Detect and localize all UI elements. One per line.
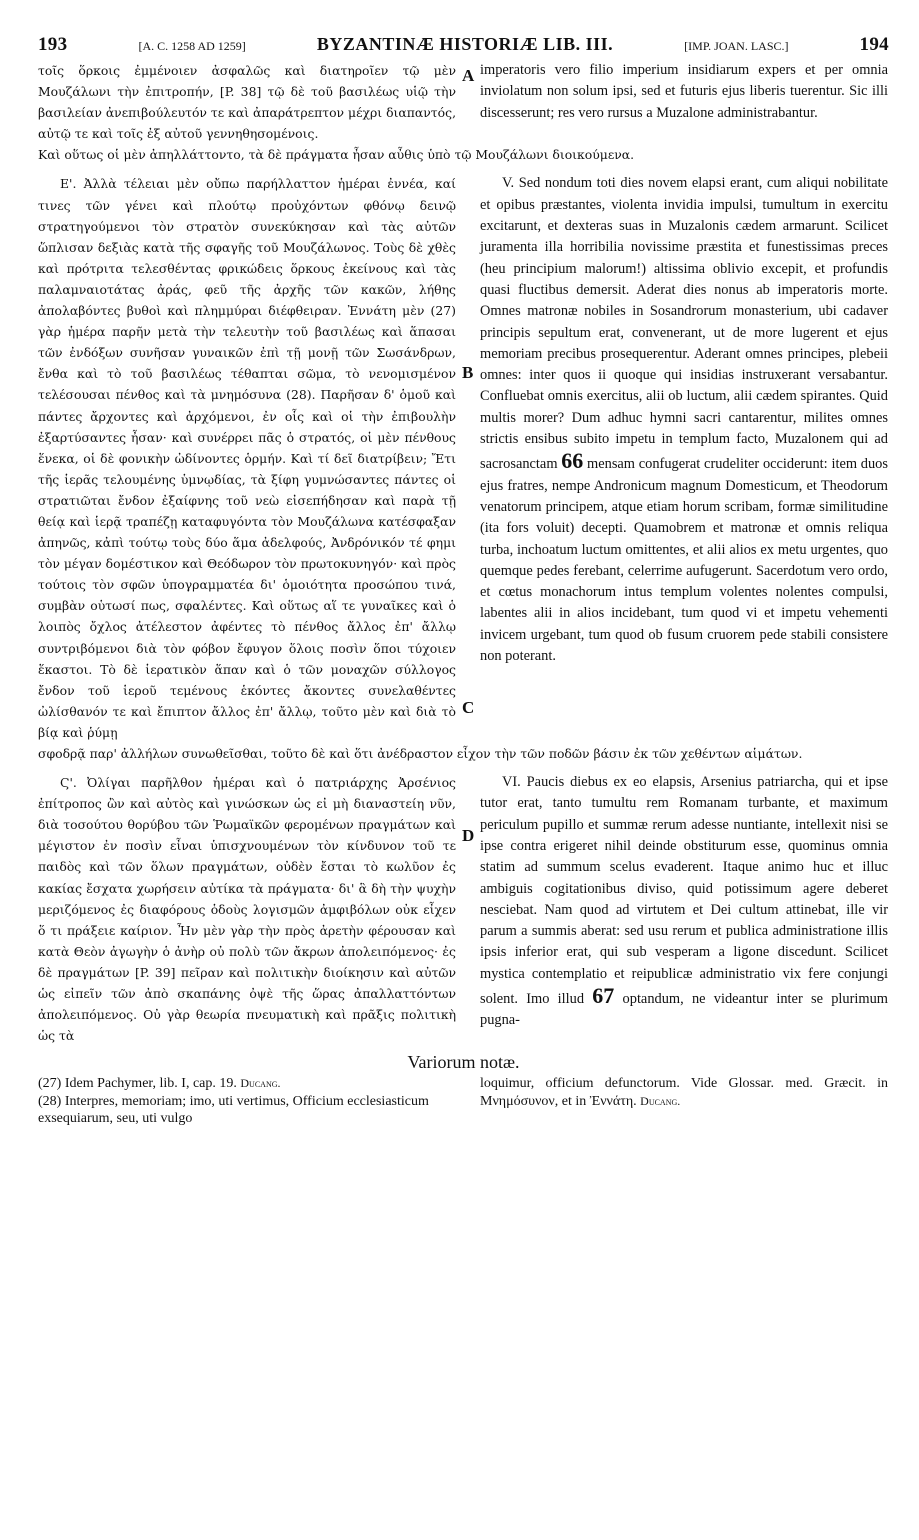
- latin-column: [480, 173, 888, 743]
- page-number-right: 194: [859, 34, 889, 55]
- latin-paragraph: imperatoris vero filio imperium insidiarum expers et per omnia inviolatum non solum ipsi, sed et futuris ejus liberis tuerentur. Sic illi discesserunt; res vero rursus a Muzalone administrabantur.: [480, 62, 888, 121]
- date-range: [A. C. 1258 AD 1259]: [138, 39, 246, 53]
- section-vi: [38, 772, 889, 1046]
- page-mark-66: 66: [561, 448, 584, 474]
- footnotes-right: [480, 1075, 888, 1128]
- section-v: [38, 173, 889, 743]
- greek-paragraph: Ϛ'. Ὀλίγαι παρῆλθον ἡμέραι καὶ ὁ πατριάρχης Ἀρσένιος ἐπίτροπος ὢν καὶ αὐτὸς καὶ γινώσκων ὡς εἰ μὴ διαναστείη νῦν, διὰ τοσούτου θορύβου τῶν Ῥωμαϊκῶν φερομένων πραγμάτων καὶ μέγιστον ἐν ποσὶν εἶναι ὑπισχνουμένων τὸν κίνδυνον τοῦ τε παιδὸς καὶ τῶν ὅλων πραγμάτων, οὐδὲν ἔσται τὸ κωλῦον ἐς κακίας ἔσχατα χωρήσειν αὐτίκα τὰ πράγματα· δι' ἃ δὴ τὴν ψυχὴν μεριζόμενος ἐς διαφόρους ὁδοὺς λογισμῶν ἀμφιβόλων οὐκ εἶχεν ὅ τι πράξειε καίριον. Ἦν μὲν γὰρ τὴν πρὸς ἀρετὴν φέρουσαν καὶ κατὰ Θεὸν ἀγωγὴν ὁ ἀνὴρ οὐ πολὺ τῶν ἄκρων ἀπολειπόμενος· ἐς δὲ πραγμάτων [P. 39] πεῖραν καὶ πολιτικὴν διοίκησιν καὶ αὐτῶν ὡς εἰπεῖν τῶν ἀπὸ σκαπάνης ὀψὲ τῆς ὥρας ἀπαλλαττόντων ἀπολειπόμενος. Οὐ γὰρ θεωρία πνευματικὴ καὶ πρᾶξις πολιτικὴ ὡς τὰ: [38, 775, 456, 1044]
- running-title: BYZANTINÆ HISTORIÆ LIB. III.: [316, 34, 614, 54]
- greek-paragraph: τοῖς ὅρκοις ἐμμένοιεν ἀσφαλῶς καὶ διατηροῖεν τῷ μὲν Μουζάλωνι τὴν ἐπιτροπήν, [P. 38] τῷ δὲ τοῦ βασιλέως υἱῷ τὴν βασιλείαν ἀνεπιβούλευτόν τε καὶ ἀπαράτρεπτον μέχρι διαπαντός, αὐτῷ τε καὶ τοῖς ἐξ αὐτοῦ γεννηθησομένοις.: [38, 63, 457, 142]
- greek-full-width-line: Καὶ οὕτως οἱ μὲν ἀπηλλάττοντο, τὰ δὲ πράγματα ἦσαν αὖθις ὑπὸ τῷ Μουζάλωνι διοικούμενα.: [38, 147, 635, 163]
- notes-title: Variorum notæ.: [407, 1052, 520, 1073]
- latin-paragraph: V. Sed nondum toti dies novem elapsi erant, cum aliqui nobilitate et opibus præstantes, violenta invidia impulsi, tumultum in exercitu excitarunt, et dexteras suas in Muzalonis cædem armarunt. Scilicet juramenta illa horribilia novissime præstita et funestissimas preces (heu principium malorum!) altissima oblivio excepit, et profundis quasi fluctibus demersit. Aderat dies nonus ab imperatoris morte. Omnes matronæ nobiles in Sosandrorum monasterium, ubi cadaver principis sepultum erat, convenerant, ut de more lugerent et ejus memoriam precibus prosequerentur. Aderant omnes principes, plebeii omnes: inter quos ii quoque qui insidias instruxerant versabantur. Confluebat omnis exercitus, alii ob luctum, alii cædem spirantes. Quid multis morer? Dum adhuc hymni sacri cantarentur, milites omnes strictis ensibus subito impetu in templum facto, Muzalonem qui ad sacrosanctam 66 mensam confugerat crudeliter occiderunt: item duos ejus fratres, nempe Andronicum magnum Domesticum, et Theodorum venatorum principem, atque etiam horum scribam, formæ similitudine (ita fors voluit) decepti. Quamobrem et matronæ et omnis reliqua turba, inchoatum luctum omittentes, et alii alios ex metu urgentes, quo quemque pedes ferebant, celerrime aufugerunt. Sacerdotum vero ordo, et cœtus monachorum intus templum volentes nolentes compulsi, labentes alii in alios incidebant, tum quod vi et impetu vehementi invicem urgebant, tum quod ob fusum cruorem pede stabili consistere non poterant.: [480, 175, 888, 664]
- section-numeral: V.: [502, 175, 515, 192]
- margin-sigla-c: C: [462, 698, 475, 718]
- greek-full-width-line: σφοδρᾷ παρ' ἀλλήλων συνωθεῖσθαι, τοῦτο δὲ καὶ ὅτι ἀνέδραστον εἶχον τὴν τῶν ποδῶν βάσιν ἐκ τῶν χεθέντων αἱμάτων.: [38, 746, 803, 761]
- latin-column: [480, 772, 888, 1046]
- margin-sigla-d: D: [462, 826, 475, 846]
- latin-paragraph: VI. Paucis diebus ex eo elapsis, Arsenius patriarcha, qui et ipse tutor erat, tanto tumultu rem Romanam turbante, et maximum periculum pupillo et summæ rerum adesse nuntiante, intellexit nisi se ipse contra erigeret nihil deinde obstiturum esse, quominus omnia statim ad summum scelus evaderent. Itaque animo huc et illuc ambiguis cogitationibus diviso, quid potissimum agere deberet nesciebat. Nam quod ad virtutem et Dei cultum attinebat, ille vir parum a summis aberat: sed usu rerum et publica administratione illis ipsis inferior erat, qui sub vesperam a ligone discedunt. Scilicet mystica contemplatio et reipublicæ administratio vix fere conjungi solent. Imo illud 67 optandum, ne videantur inter se plurimum pugna-: [480, 774, 888, 1029]
- greek-paragraph: Ε'. Ἀλλὰ τέλειαι μὲν οὔπω παρήλλαττον ἡμέραι ἐννέα, καί τινες τῶν γένει καὶ πλούτῳ προὐχόντων φθόνῳ δεινῷ στρατηγούμενοι τὸν στρατὸν συνεκύκησαν καὶ τὰς αὐτῶν ὥπλισαν δεξιὰς κατὰ τῆς σφαγῆς τοῦ Μουζάλωνος. Τοὺς δὲ χθὲς καὶ πρότριτα τελεσθέντας φρικώδεις ὅρκους ἐκείνους καὶ τὰς παλαμναιοτάτας ἀράς, φεῦ τῆς ἀρχῆς τῶν κακῶν, λήθης ἀπολαβόντες βυθοὶ καὶ πλημμύραι διέφθειραν. Ἐννάτη μὲν (27) γὰρ ἡμέρα παρῆν μετὰ τὴν τελευτὴν τοῦ βασιλέως καὶ ἅπασαι τῶν ἐνδόξων συνῆσαν γυναικῶν ἐπὶ τῇ μονῇ τῶν Σωσάνδρων, ἔνθα καὶ τὸ τοῦ βασιλέως τέθαπται σῶμα, τὸ νενομισμένον τελέσουσαι πένθος καὶ τὰ μνημόσυνα (28). Παρῆσαν δ' ὁμοῦ καὶ πάντες ἄρχοντες καὶ ἀρχόμενοι, ἐν οἷς καὶ οἱ τὴν ἐπιβουλὴν ἐξαρτύσαντες ἦσαν· καὶ συνέρρει πᾶς ὁ στρατός, οἱ μὲν πένθους ἕνεκα, οἱ δὲ φονικὴν ὠδίνοντες ὁρμήν. Καὶ τί δεῖ διατρίβειν; Ἔτι τῆς ἱερᾶς τελουμένης ὑμνῳδίας, τὰ ξίφη γυμνώσαντες πάντες οἱ στρατιῶται ἔνδον ἐξαίφνης τοῦ νεὼ εἰσεπήδησαν καὶ παρὰ τῇ θείᾳ καὶ ἱερᾷ τραπέζῃ καταφυγόντα τὸν Μουζάλωνα κατέσφαξαν ἀπηνῶς, κἀπὶ τούτῳ τοὺς δύο ἅμα ἀδελφούς, Ἀνδρόνικόν τέ φημι τὸν μέγαν δομέστικον καὶ Θεόδωρον τὸν πρωτοκυνηγόν· καὶ πρὸς τούτοις τὸν σφῶν ὑπογραμματέα δι' ὁμοιότητα προσώπου τινά, συμβὰν οὑτωσί πως, σφαλέντες. Καὶ οὕτως αἵ τε γυναῖκες καὶ ὁ λοιπὸς ὄχλος ἀτέλεστον ἀφέντες τὸ πένθος ἄλλος ἐπ' ἄλλῳ συντριβόμενοι διὰ τὸν φόβον ἔφυγον ὅλοις ποσὶν ὅποι τύχοιεν ἕκαστοι. Τὸ δὲ ἱερατικὸν ἅπαν καὶ ὁ τῶν μοναχῶν σύλλογος ἔνδον τοῦ ἱεροῦ τεμένους ἑκόντες ἄκοντες συνελαθέντες ὠλίσθανόν τε καὶ ἔπιπτον ἄλλος ἐπ' ἄλλῳ, τοῦτο μὲν καὶ διὰ τὸ βίᾳ καὶ ῥύμῃ: [38, 176, 456, 740]
- greek-column: [38, 173, 456, 743]
- greek-column: [38, 772, 456, 1046]
- footnotes-left: [38, 1075, 456, 1128]
- section-numeral: VI.: [502, 774, 521, 791]
- footnotes: [38, 1075, 889, 1128]
- note-author: Ducang.: [240, 1076, 281, 1091]
- emperor-label: [IMP. JOAN. LASC.]: [684, 39, 789, 53]
- footnote-28-continued: loquimur, officium defunctorum. Vide Glossar. med. Græcit. in Μνημόσυνον, et in Ἐννάτη. Ducang.: [480, 1076, 888, 1109]
- latin-column: [480, 60, 888, 144]
- greek-column: [38, 60, 456, 144]
- running-head: [38, 34, 889, 56]
- page-mark-67: 67: [592, 983, 615, 1009]
- note-author: Ducang.: [640, 1093, 681, 1108]
- footnote-27: (27) Idem Pachymer, lib. I, cap. 19. Ducang.: [38, 1076, 281, 1092]
- footnote-28: (28) Interpres, memoriam; imo, uti vertimus, Officium ecclesiasticum exsequiarum, seu, uti vulgo: [38, 1093, 429, 1127]
- margin-sigla-b: B: [462, 363, 474, 383]
- page-number-left: 193: [38, 34, 68, 55]
- margin-sigla-a: A: [462, 66, 475, 85]
- top-block: [38, 60, 889, 144]
